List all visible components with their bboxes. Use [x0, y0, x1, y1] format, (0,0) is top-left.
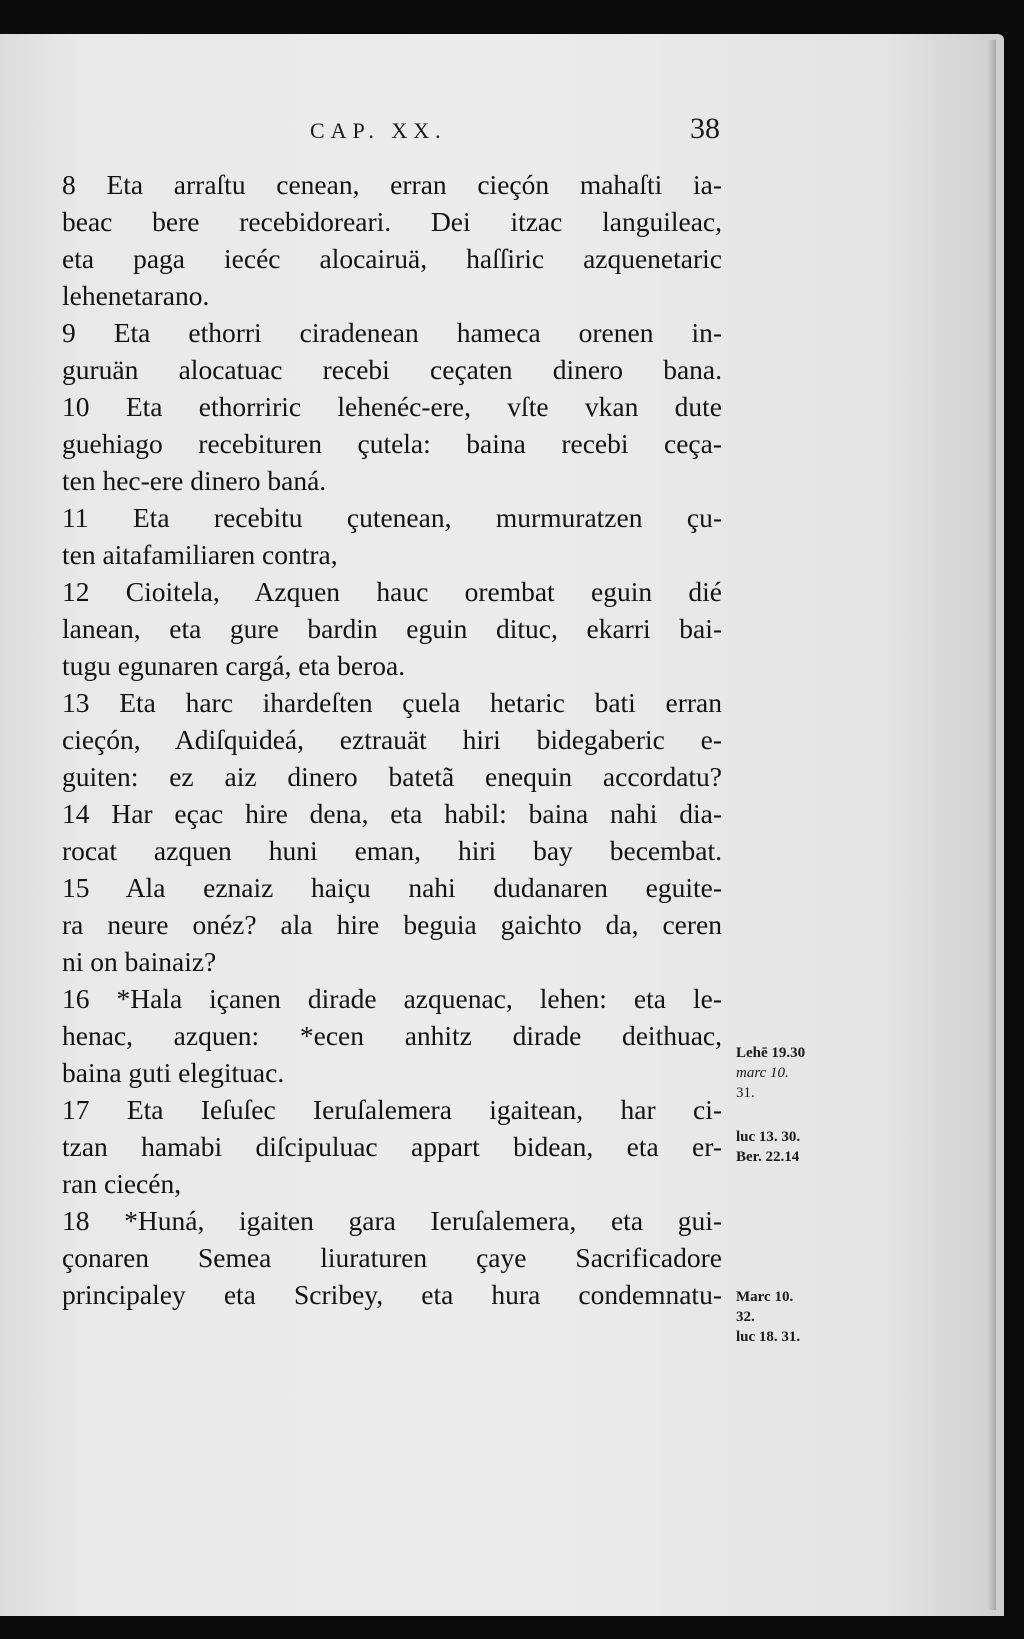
running-title: CAP. XX. — [310, 118, 447, 143]
text-line: 13 Eta harc ihardeſten çuela hetaric bati erran — [62, 687, 722, 718]
text-line: ten aitafamiliaren contra, — [62, 539, 338, 570]
margin-note: marc 10. — [736, 1065, 789, 1081]
text-line: 16 *Hala içanen dirade azquenac, lehen: eta le- — [62, 983, 722, 1014]
text-line: ra neure onéz? ala hire beguia gaichto da, ceren — [62, 909, 722, 940]
text-line: 10 Eta ethorriric lehenéc-ere, vſte vkan dute — [62, 391, 722, 422]
text-line: lehenetarano. — [62, 280, 210, 311]
text-line: lanean, eta gure bardin eguin dituc, ekarri bai- — [62, 613, 722, 644]
margin-note: Marc 10. — [736, 1289, 794, 1305]
text-line: 12 Cioitela, Azquen hauc orembat eguin dié — [62, 576, 722, 607]
page-edge — [988, 40, 996, 1610]
running-head — [300, 112, 720, 152]
margin-note: 31. — [736, 1085, 755, 1101]
text-line: 17 Eta Ieſuſec Ieruſalemera igaitean, har ci- — [62, 1094, 722, 1125]
text-line: 15 Ala eznaiz haiçu nahi dudanaren eguite- — [62, 872, 722, 903]
text-line: 18 *Huná, igaiten gara Ieruſalemera, eta gui- — [62, 1205, 722, 1236]
body-text — [62, 166, 722, 1313]
margin-note: Lehē 19.30 — [736, 1045, 806, 1061]
text-line: 9 Eta ethorri ciradenean hameca orenen in- — [62, 317, 722, 348]
text-line: ten hec-ere dinero baná. — [62, 465, 327, 496]
text-line: rocat azquen huni eman, hiri bay becembat. — [62, 835, 722, 866]
text-line: principaley eta Scribey, eta hura condemnatu- — [62, 1279, 722, 1310]
text-line: eta paga iecéc alocairuä, haſſiric azquenetaric — [62, 243, 722, 274]
margin-note: luc 13. 30. — [736, 1129, 801, 1145]
text-line: tugu egunaren cargá, eta beroa. — [62, 650, 406, 681]
margin-note: Ber. 22.14 — [736, 1149, 800, 1165]
text-line: 8 Eta arraſtu cenean, erran cieçón mahaſti ia- — [62, 169, 722, 200]
text-line: guehiago recebituren çutela: baina recebi ceça- — [62, 428, 722, 459]
text-line: ran ciecén, — [62, 1168, 182, 1199]
text-line: beac bere recebidoreari. Dei itzac languileac, — [62, 206, 722, 237]
text-line: 14 Har eçac hire dena, eta habil: baina nahi dia- — [62, 798, 722, 829]
text-line: ni on bainaiz? — [62, 946, 217, 977]
margin-note: luc 18. 31. — [736, 1329, 801, 1345]
text-line: 11 Eta recebitu çutenean, murmuratzen çu- — [62, 502, 722, 533]
text-line: guruän alocatuac recebi ceçaten dinero bana. — [62, 354, 722, 385]
page-number: 38 — [690, 112, 720, 145]
text-line: henac, azquen: *ecen anhitz dirade deithuac, — [62, 1020, 722, 1051]
text-line: çonaren Semea liuraturen çaye Sacrificadore — [62, 1242, 722, 1273]
margin-note: 32. — [736, 1309, 755, 1325]
text-line: tzan hamabi diſcipuluac appart bidean, eta er- — [62, 1131, 722, 1162]
text-line: guiten: ez aiz dinero batetã enequin accordatu? — [62, 761, 722, 792]
text-line: cieçón, Adiſquideá, eztrauät hiri bidegaberic e- — [62, 724, 722, 755]
text-line: baina guti elegituac. — [62, 1057, 285, 1088]
